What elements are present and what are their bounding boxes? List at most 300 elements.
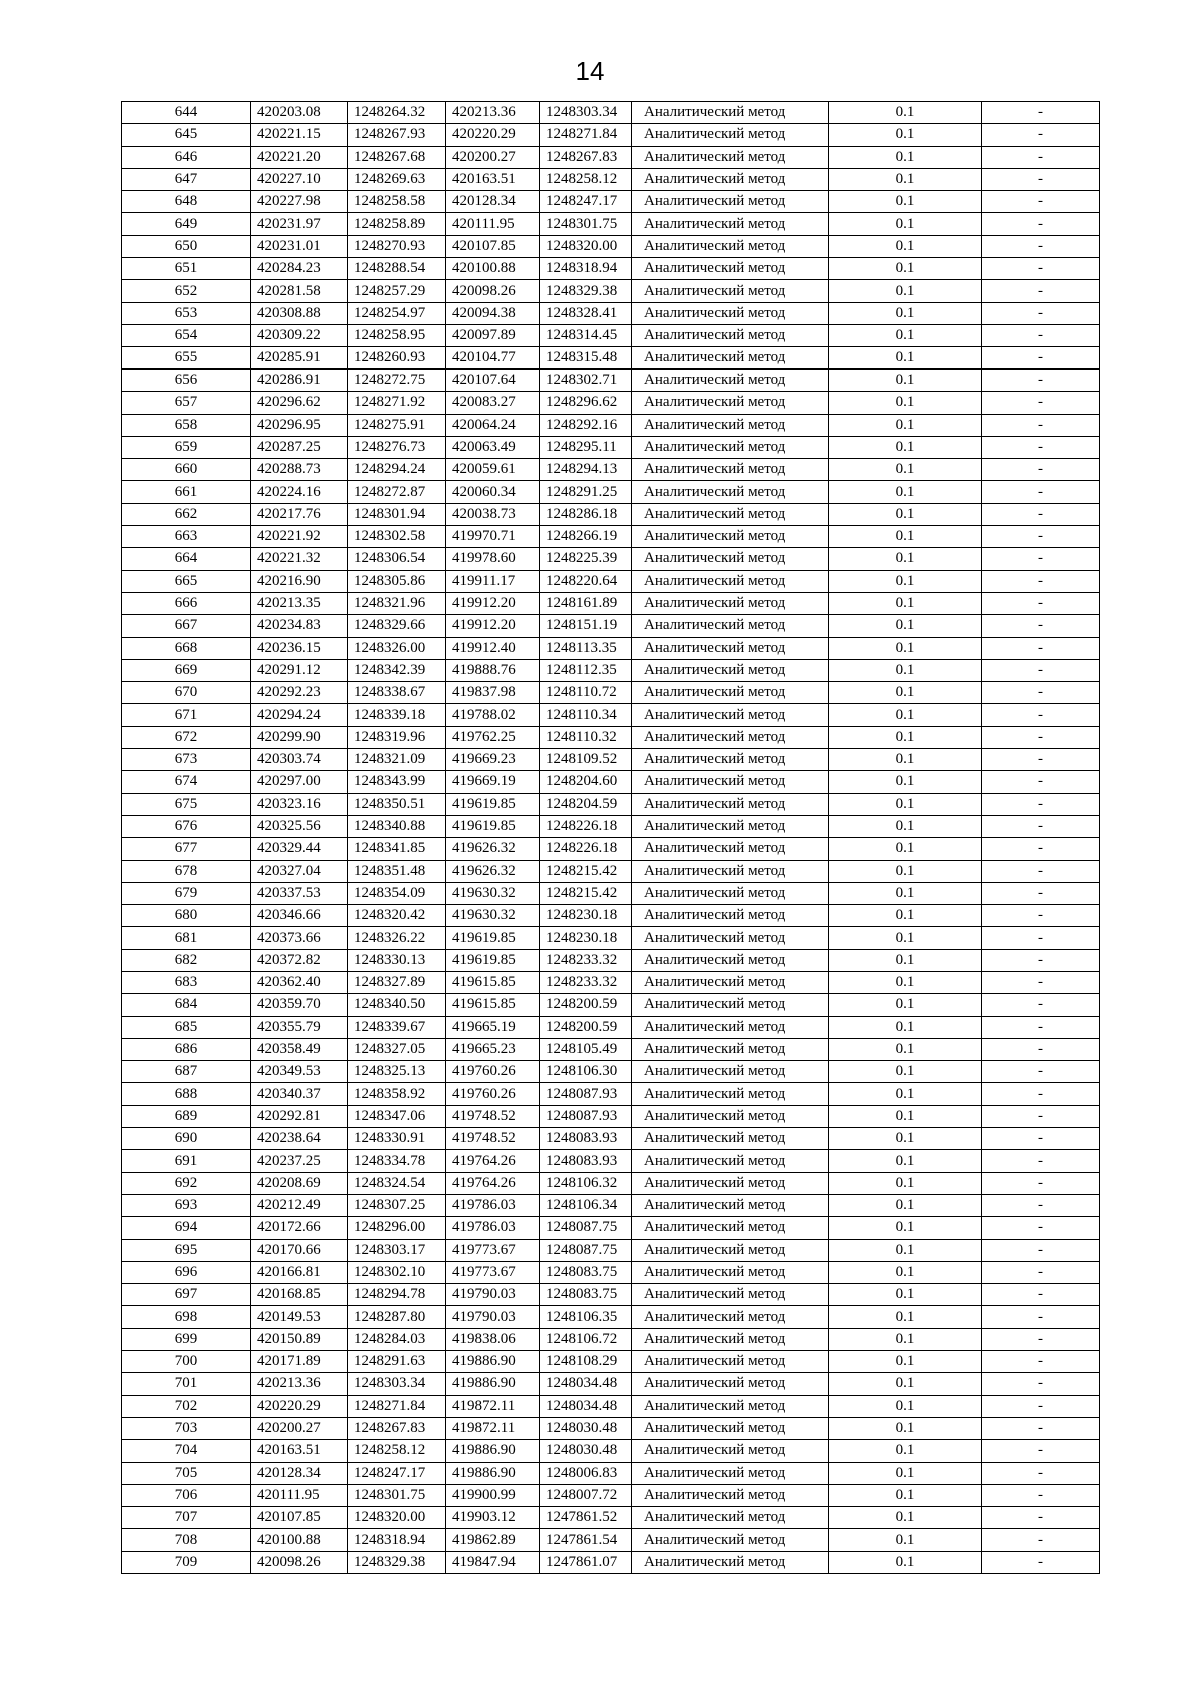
table-row [122,1217,1100,1239]
determination-method: Аналитический метод [632,838,829,860]
note-cell: - [982,1083,1100,1105]
x1-coordinate: 420220.29 [251,1395,348,1417]
x2-coordinate: 419764.26 [446,1172,540,1194]
point-number: 652 [122,280,251,302]
table-row [122,704,1100,726]
table-row [122,905,1100,927]
table-row [122,815,1100,837]
determination-method: Аналитический метод [632,1551,829,1573]
x2-coordinate: 420220.29 [446,124,540,146]
y1-coordinate: 1248329.66 [348,615,446,637]
note-cell: - [982,235,1100,257]
x1-coordinate: 420213.35 [251,592,348,614]
accuracy-value: 0.1 [829,838,982,860]
determination-method: Аналитический метод [632,1194,829,1216]
determination-method: Аналитический метод [632,258,829,280]
y1-coordinate: 1248296.00 [348,1217,446,1239]
y1-coordinate: 1248270.93 [348,235,446,257]
y1-coordinate: 1248301.75 [348,1484,446,1506]
x2-coordinate: 419665.23 [446,1038,540,1060]
y1-coordinate: 1248303.17 [348,1239,446,1261]
y1-coordinate: 1248326.00 [348,637,446,659]
x2-coordinate: 420107.64 [446,369,540,392]
y1-coordinate: 1248343.99 [348,771,446,793]
accuracy-value: 0.1 [829,1373,982,1395]
accuracy-value: 0.1 [829,815,982,837]
table-row [122,1507,1100,1529]
table-row [122,1395,1100,1417]
point-number: 656 [122,369,251,392]
y2-coordinate: 1248083.93 [540,1128,632,1150]
determination-method: Аналитический метод [632,1105,829,1127]
table-row [122,1462,1100,1484]
accuracy-value: 0.1 [829,258,982,280]
y1-coordinate: 1248325.13 [348,1061,446,1083]
note-cell: - [982,1306,1100,1328]
determination-method: Аналитический метод [632,1016,829,1038]
x1-coordinate: 420340.37 [251,1083,348,1105]
table-row [122,949,1100,971]
note-cell: - [982,1261,1100,1283]
table-row [122,1105,1100,1127]
determination-method: Аналитический метод [632,949,829,971]
accuracy-value: 0.1 [829,1217,982,1239]
note-cell: - [982,860,1100,882]
y1-coordinate: 1248347.06 [348,1105,446,1127]
note-cell: - [982,704,1100,726]
table-row [122,1551,1100,1573]
x1-coordinate: 420227.10 [251,168,348,190]
determination-method: Аналитический метод [632,168,829,190]
point-number: 690 [122,1128,251,1150]
x2-coordinate: 419912.20 [446,592,540,614]
y2-coordinate: 1248034.48 [540,1373,632,1395]
table-row [122,168,1100,190]
x2-coordinate: 419888.76 [446,659,540,681]
y2-coordinate: 1248087.75 [540,1217,632,1239]
y2-coordinate: 1248204.59 [540,793,632,815]
note-cell: - [982,927,1100,949]
table-row [122,124,1100,146]
accuracy-value: 0.1 [829,994,982,1016]
y1-coordinate: 1248340.50 [348,994,446,1016]
table-row [122,726,1100,748]
y2-coordinate: 1248267.83 [540,146,632,168]
y2-coordinate: 1248112.35 [540,659,632,681]
accuracy-value: 0.1 [829,526,982,548]
note-cell: - [982,1150,1100,1172]
x1-coordinate: 420163.51 [251,1440,348,1462]
point-number: 691 [122,1150,251,1172]
y1-coordinate: 1248276.73 [348,436,446,458]
y1-coordinate: 1248294.78 [348,1284,446,1306]
x1-coordinate: 420329.44 [251,838,348,860]
accuracy-value: 0.1 [829,704,982,726]
y1-coordinate: 1248260.93 [348,347,446,370]
note-cell: - [982,949,1100,971]
y1-coordinate: 1248271.84 [348,1395,446,1417]
accuracy-value: 0.1 [829,1061,982,1083]
note-cell: - [982,1373,1100,1395]
x1-coordinate: 420292.23 [251,682,348,704]
x1-coordinate: 420150.89 [251,1328,348,1350]
determination-method: Аналитический метод [632,1507,829,1529]
y2-coordinate: 1248034.48 [540,1395,632,1417]
y1-coordinate: 1248306.54 [348,548,446,570]
y1-coordinate: 1248330.91 [348,1128,446,1150]
table-row [122,481,1100,503]
y1-coordinate: 1248351.48 [348,860,446,882]
y2-coordinate: 1248113.35 [540,637,632,659]
table-row [122,392,1100,414]
y1-coordinate: 1248247.17 [348,1462,446,1484]
determination-method: Аналитический метод [632,414,829,436]
x1-coordinate: 420221.92 [251,526,348,548]
table-row [122,369,1100,392]
x2-coordinate: 419872.11 [446,1395,540,1417]
accuracy-value: 0.1 [829,971,982,993]
x2-coordinate: 419669.19 [446,771,540,793]
y2-coordinate: 1248087.93 [540,1105,632,1127]
x2-coordinate: 419911.17 [446,570,540,592]
y2-coordinate: 1248220.64 [540,570,632,592]
table-row [122,927,1100,949]
accuracy-value: 0.1 [829,548,982,570]
x2-coordinate: 419900.99 [446,1484,540,1506]
y2-coordinate: 1248225.39 [540,548,632,570]
x1-coordinate: 420346.66 [251,905,348,927]
table-row [122,1194,1100,1216]
note-cell: - [982,1217,1100,1239]
table-row [122,102,1100,124]
y2-coordinate: 1248315.48 [540,347,632,370]
x1-coordinate: 420358.49 [251,1038,348,1060]
y2-coordinate: 1248318.94 [540,258,632,280]
y2-coordinate: 1248200.59 [540,1016,632,1038]
x1-coordinate: 420284.23 [251,258,348,280]
y2-coordinate: 1248204.60 [540,771,632,793]
note-cell: - [982,793,1100,815]
x2-coordinate: 419760.26 [446,1061,540,1083]
point-number: 671 [122,704,251,726]
accuracy-value: 0.1 [829,1417,982,1439]
x1-coordinate: 420234.83 [251,615,348,637]
x2-coordinate: 419838.06 [446,1328,540,1350]
y2-coordinate: 1248105.49 [540,1038,632,1060]
point-number: 708 [122,1529,251,1551]
accuracy-value: 0.1 [829,1128,982,1150]
table-row [122,1038,1100,1060]
table-row [122,1484,1100,1506]
x1-coordinate: 420172.66 [251,1217,348,1239]
table-row [122,570,1100,592]
x1-coordinate: 420221.20 [251,146,348,168]
y2-coordinate: 1248109.52 [540,749,632,771]
x2-coordinate: 419626.32 [446,838,540,860]
accuracy-value: 0.1 [829,392,982,414]
x1-coordinate: 420098.26 [251,1551,348,1573]
determination-method: Аналитический метод [632,1373,829,1395]
table-row [122,1284,1100,1306]
determination-method: Аналитический метод [632,815,829,837]
x1-coordinate: 420309.22 [251,324,348,346]
y2-coordinate: 1248161.89 [540,592,632,614]
accuracy-value: 0.1 [829,1194,982,1216]
x1-coordinate: 420166.81 [251,1261,348,1283]
note-cell: - [982,1105,1100,1127]
table-row [122,1351,1100,1373]
x2-coordinate: 419786.03 [446,1217,540,1239]
determination-method: Аналитический метод [632,324,829,346]
x2-coordinate: 419626.32 [446,860,540,882]
point-number: 672 [122,726,251,748]
point-number: 668 [122,637,251,659]
point-number: 669 [122,659,251,681]
accuracy-value: 0.1 [829,124,982,146]
determination-method: Аналитический метод [632,1395,829,1417]
determination-method: Аналитический метод [632,682,829,704]
table-row [122,838,1100,860]
note-cell: - [982,1172,1100,1194]
y2-coordinate: 1248233.32 [540,949,632,971]
y1-coordinate: 1248321.09 [348,749,446,771]
point-number: 699 [122,1328,251,1350]
x2-coordinate: 419837.98 [446,682,540,704]
note-cell: - [982,124,1100,146]
determination-method: Аналитический метод [632,1284,829,1306]
x1-coordinate: 420128.34 [251,1462,348,1484]
y2-coordinate: 1248286.18 [540,503,632,525]
point-number: 673 [122,749,251,771]
y1-coordinate: 1248338.67 [348,682,446,704]
x2-coordinate: 419615.85 [446,994,540,1016]
y2-coordinate: 1248087.75 [540,1239,632,1261]
y1-coordinate: 1248324.54 [348,1172,446,1194]
x1-coordinate: 420303.74 [251,749,348,771]
y2-coordinate: 1248292.16 [540,414,632,436]
y2-coordinate: 1248110.72 [540,682,632,704]
accuracy-value: 0.1 [829,347,982,370]
x2-coordinate: 419886.90 [446,1440,540,1462]
point-number: 693 [122,1194,251,1216]
y2-coordinate: 1248215.42 [540,860,632,882]
y2-coordinate: 1247861.54 [540,1529,632,1551]
table-row [122,436,1100,458]
y2-coordinate: 1248106.30 [540,1061,632,1083]
point-number: 684 [122,994,251,1016]
accuracy-value: 0.1 [829,927,982,949]
determination-method: Аналитический метод [632,1061,829,1083]
determination-method: Аналитический метод [632,213,829,235]
point-number: 702 [122,1395,251,1417]
x1-coordinate: 420355.79 [251,1016,348,1038]
x2-coordinate: 420060.34 [446,481,540,503]
y2-coordinate: 1248215.42 [540,882,632,904]
note-cell: - [982,324,1100,346]
note-cell: - [982,1484,1100,1506]
note-cell: - [982,302,1100,324]
y2-coordinate: 1248230.18 [540,905,632,927]
table-row [122,615,1100,637]
y1-coordinate: 1248302.10 [348,1261,446,1283]
y2-coordinate: 1248328.41 [540,302,632,324]
x1-coordinate: 420231.01 [251,235,348,257]
y2-coordinate: 1248271.84 [540,124,632,146]
y1-coordinate: 1248327.89 [348,971,446,993]
determination-method: Аналитический метод [632,1128,829,1150]
x2-coordinate: 420111.95 [446,213,540,235]
determination-method: Аналитический метод [632,1261,829,1283]
x1-coordinate: 420100.88 [251,1529,348,1551]
x2-coordinate: 419748.52 [446,1128,540,1150]
table-row [122,146,1100,168]
determination-method: Аналитический метод [632,1440,829,1462]
point-number: 676 [122,815,251,837]
x1-coordinate: 420170.66 [251,1239,348,1261]
accuracy-value: 0.1 [829,1328,982,1350]
y2-coordinate: 1248294.13 [540,459,632,481]
table-row [122,1172,1100,1194]
point-number: 681 [122,927,251,949]
accuracy-value: 0.1 [829,682,982,704]
y1-coordinate: 1248258.58 [348,191,446,213]
accuracy-value: 0.1 [829,235,982,257]
y2-coordinate: 1248110.32 [540,726,632,748]
note-cell: - [982,146,1100,168]
y2-coordinate: 1248247.17 [540,191,632,213]
determination-method: Аналитический метод [632,1351,829,1373]
determination-method: Аналитический метод [632,860,829,882]
page-number: 14 [575,56,605,86]
table-row [122,659,1100,681]
note-cell: - [982,659,1100,681]
note-cell: - [982,548,1100,570]
determination-method: Аналитический метод [632,1239,829,1261]
table-row [122,1306,1100,1328]
note-cell: - [982,1328,1100,1350]
accuracy-value: 0.1 [829,1172,982,1194]
x2-coordinate: 420064.24 [446,414,540,436]
y2-coordinate: 1248106.35 [540,1306,632,1328]
x2-coordinate: 419847.94 [446,1551,540,1573]
point-number: 677 [122,838,251,860]
y1-coordinate: 1248330.13 [348,949,446,971]
x1-coordinate: 420349.53 [251,1061,348,1083]
table-row [122,749,1100,771]
point-number: 647 [122,168,251,190]
x1-coordinate: 420327.04 [251,860,348,882]
accuracy-value: 0.1 [829,369,982,392]
note-cell: - [982,905,1100,927]
table-row [122,414,1100,436]
y2-coordinate: 1248006.83 [540,1462,632,1484]
point-number: 704 [122,1440,251,1462]
point-number: 697 [122,1284,251,1306]
y1-coordinate: 1248294.24 [348,459,446,481]
y1-coordinate: 1248267.93 [348,124,446,146]
y1-coordinate: 1248254.97 [348,302,446,324]
accuracy-value: 0.1 [829,1484,982,1506]
x1-coordinate: 420359.70 [251,994,348,1016]
note-cell: - [982,615,1100,637]
determination-method: Аналитический метод [632,436,829,458]
x1-coordinate: 420227.98 [251,191,348,213]
table-row [122,1239,1100,1261]
note-cell: - [982,168,1100,190]
x2-coordinate: 420063.49 [446,436,540,458]
point-number: 665 [122,570,251,592]
x2-coordinate: 419669.23 [446,749,540,771]
table-row [122,682,1100,704]
point-number: 701 [122,1373,251,1395]
y1-coordinate: 1248288.54 [348,258,446,280]
note-cell: - [982,637,1100,659]
y2-coordinate: 1248226.18 [540,838,632,860]
accuracy-value: 0.1 [829,324,982,346]
point-number: 686 [122,1038,251,1060]
x1-coordinate: 420287.25 [251,436,348,458]
note-cell: - [982,392,1100,414]
accuracy-value: 0.1 [829,503,982,525]
x1-coordinate: 420149.53 [251,1306,348,1328]
table-row [122,235,1100,257]
accuracy-value: 0.1 [829,302,982,324]
table-row [122,1261,1100,1283]
table-row [122,258,1100,280]
x2-coordinate: 420059.61 [446,459,540,481]
determination-method: Аналитический метод [632,280,829,302]
determination-method: Аналитический метод [632,927,829,949]
x2-coordinate: 419970.71 [446,526,540,548]
note-cell: - [982,1507,1100,1529]
y2-coordinate: 1248226.18 [540,815,632,837]
point-number: 666 [122,592,251,614]
point-number: 662 [122,503,251,525]
x2-coordinate: 419786.03 [446,1194,540,1216]
y1-coordinate: 1248305.86 [348,570,446,592]
point-number: 695 [122,1239,251,1261]
x2-coordinate: 420200.27 [446,146,540,168]
determination-method: Аналитический метод [632,191,829,213]
determination-method: Аналитический метод [632,905,829,927]
x1-coordinate: 420285.91 [251,347,348,370]
x1-coordinate: 420373.66 [251,927,348,949]
accuracy-value: 0.1 [829,1395,982,1417]
x2-coordinate: 419630.32 [446,905,540,927]
y1-coordinate: 1248287.80 [348,1306,446,1328]
y2-coordinate: 1248151.19 [540,615,632,637]
point-number: 689 [122,1105,251,1127]
determination-method: Аналитический метод [632,971,829,993]
note-cell: - [982,570,1100,592]
y2-coordinate: 1248106.34 [540,1194,632,1216]
x1-coordinate: 420200.27 [251,1417,348,1439]
table-row [122,1417,1100,1439]
x2-coordinate: 419790.03 [446,1284,540,1306]
y2-coordinate: 1248230.18 [540,927,632,949]
table-row [122,1128,1100,1150]
x2-coordinate: 419665.19 [446,1016,540,1038]
accuracy-value: 0.1 [829,1083,982,1105]
table-row [122,1328,1100,1350]
y1-coordinate: 1248329.38 [348,1551,446,1573]
y2-coordinate: 1248302.71 [540,369,632,392]
note-cell: - [982,459,1100,481]
accuracy-value: 0.1 [829,1239,982,1261]
x2-coordinate: 419790.03 [446,1306,540,1328]
point-number: 700 [122,1351,251,1373]
table-row [122,526,1100,548]
